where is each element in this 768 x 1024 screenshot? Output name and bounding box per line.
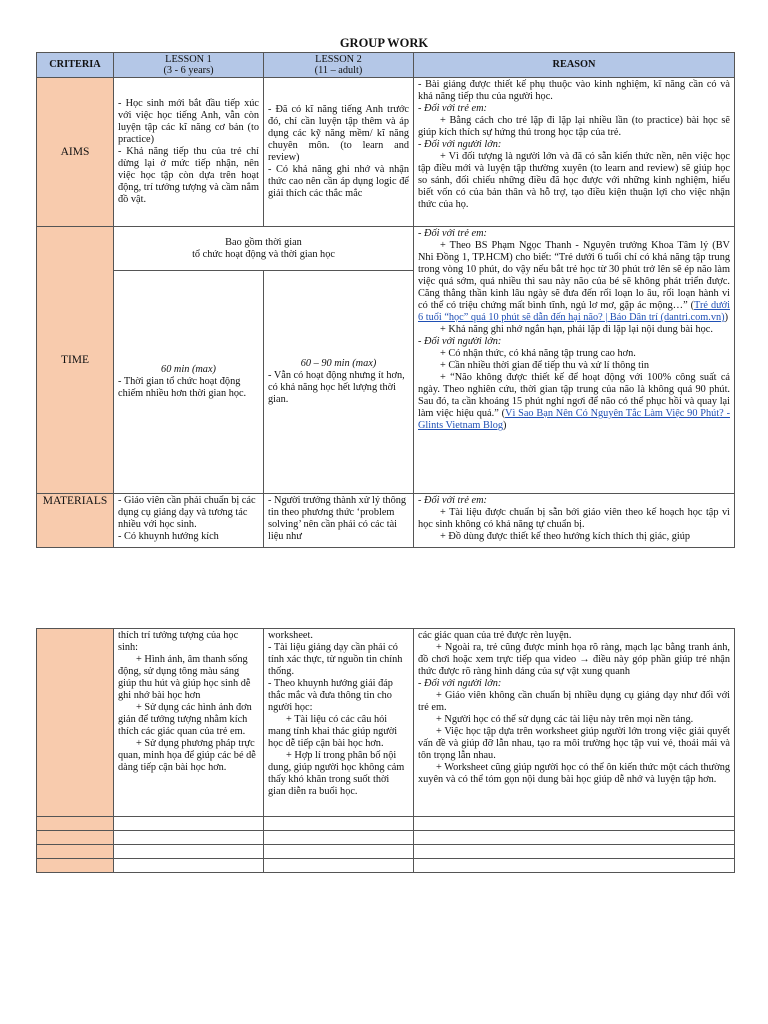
p2-lesson1-a: thích trí tưởng tượng của học sinh: [118, 630, 239, 653]
p2-lesson2-e: + Hợp lí trong phân bố nội dung, giúp người học không cảm thấy khó khăn trong suốt thời gian diễn ra buổi học. [268, 750, 405, 797]
empty-cell [264, 831, 414, 845]
criteria-materials: MATERIALS [37, 494, 114, 548]
time-reason-kids-head: - Đối với trẻ em: [418, 228, 487, 239]
criteria-materials-continued [37, 629, 114, 817]
materials-lesson1-continued [114, 629, 264, 817]
header-lesson1-age: (3 - 6 years) [163, 65, 214, 76]
p2-lesson2-a: worksheet. [268, 630, 313, 641]
time-merged-line1: Bao gồm thời gian [225, 236, 302, 248]
materials-lesson2 [264, 494, 414, 548]
empty-cell [414, 845, 735, 859]
p2-lesson2-d: + Tài liệu có các câu hỏi mang tính khai thác giúp người học dễ tiếp cận bài học hơn. [268, 714, 398, 749]
aims-lesson1-p2: - Khả năng tiếp thu của trẻ chỉ dừng lại ở mức tiếp nhận, nên việc học tập còn dựa trên hoạt động, trí tưởng tượng và cầm nắm đồ vật. [118, 146, 259, 205]
group-work-table [36, 52, 735, 548]
p2-reason-f: + Worksheet cũng giúp người học có thể ôn kiến thức một cách thường xuyên và có thể tóm gọn nội dung bài học giúp dễ nhớ và luyện tập hơn. [418, 762, 730, 785]
time-reason-kids-1-end: ) [724, 312, 729, 323]
p2-lesson1-c: + Sử dụng các hình ảnh đơn giản để tưởng tượng nhằm kích thích các giác quan của trẻ em. [118, 702, 252, 737]
aims-lesson2 [264, 78, 414, 227]
time-lesson1-text: - Thời gian tổ chức hoạt động chiếm nhiều hơn thời gian học. [118, 376, 247, 399]
empty-cell [414, 831, 735, 845]
empty-cell [264, 817, 414, 831]
aims-reason [414, 78, 735, 227]
p2-lesson1-b: + Hình ảnh, âm thanh sống động, sử dụng tông màu sáng giúp thu hút và giúp học sinh dễ ghi nhớ bài học hơn [118, 654, 251, 701]
materials-reason [414, 494, 735, 548]
document-title: GROUP WORK [339, 36, 429, 50]
empty-cell [264, 845, 414, 859]
empty-cell [114, 831, 264, 845]
time-reason-adults-3-text: + “Não không được thiết kế để hoạt động với 100% công suất cả ngày. Theo nghiên cứu, thời gian tập trung của não là không quá 90 phút. Sau đó, ta cần khoảng 15 phút nghỉ ngơi để não có thể phục hồi và quay lại làm việc hiệu quả.” ( [418, 372, 730, 419]
empty-cell [114, 859, 264, 873]
time-merged [114, 227, 414, 271]
empty-row-criteria [37, 817, 114, 831]
time-reason-adults-1: + Có nhận thức, có khả năng tập trung cao hơn. [440, 348, 636, 359]
aims-reason-adults-head: - Đối với người lớn: [418, 139, 502, 150]
aims-lesson1-p1: - Học sinh mới bắt đầu tiếp xúc với việc học tiếng Anh, vẫn còn luyện tập các kĩ năng cơ bản (to practice) [118, 98, 259, 145]
time-reason-kids-1 [418, 240, 730, 324]
materials-reason-kids-head: - Đối với trẻ em: [418, 495, 487, 506]
empty-cell [114, 817, 264, 831]
materials-reason-1: + Tài liệu được chuẩn bị sẵn bởi giáo viên theo kế hoạch học tập vì học sinh không có khả năng tự chuẩn bị. [418, 507, 730, 530]
time-reason-kids-2: + Khả năng ghi nhớ ngắn hạn, phải lặp đi lặp lại nội dung bài học. [440, 324, 713, 335]
header-criteria: CRITERIA [37, 53, 114, 78]
aims-reason-adults: + Vì đối tượng là người lớn và đã có sẵn kiến thức nền, nên việc học tập điều mới và luyện tập thường xuyên (to learn and review) sẽ giúp học so sánh, đối chiếu những điều đã học được với những kinh nghiệm, hiểu biết vốn có của bản thân và hỗ trợ, tạo điều kiện thuận lợi cho việc nhận thức của họ. [418, 151, 730, 210]
time-merged-line2: tổ chức hoạt động và thời gian học [192, 248, 335, 260]
criteria-aims: AIMS [37, 78, 114, 227]
empty-cell [414, 817, 735, 831]
dantri-link[interactable]: Trẻ dưới 6 tuổi “học” quá 10 phút sẽ dẫn đến hại não? | Báo Dân trí (dantri.com.vn) [418, 300, 730, 323]
time-reason-adults-3-end: ) [503, 420, 507, 431]
p2-lesson2-c: - Theo khuynh hướng giải đáp thắc mắc và đưa thông tin cho người học: [268, 678, 393, 713]
empty-row-criteria [37, 859, 114, 873]
header-lesson2-title: LESSON 2 [315, 54, 362, 65]
aims-lesson2-p1: - Đã có kĩ năng tiếng Anh trước đó, chỉ cần luyện tập thêm và áp dụng các kỹ năng mềm/ kĩ năng chuyên môn. (to learn and review) [268, 104, 409, 163]
time-reason-kids-1-text: + Theo BS Phạm Ngọc Thanh - Nguyên trưởng Khoa Tâm lý (BV Nhi Đồng 1, TP.HCM) cho biết: “Trẻ dưới 6 tuổi chỉ có khả năng tập trung trong vòng 10 phút, do vậy nếu bắt trẻ học từ 30 phút trở lên sẽ ép não làm việc quá sớm, quá nhiều thì sau này não của bé sẽ không phát triển được. Căng thẳng thần kinh lâu ngày sẽ đưa đến rối loạn lo âu, rối loạn hành vi có thể có triệu chứng mất bình tĩnh, ngủ lơ mơ, gặp ác mộng…” ( [418, 240, 730, 311]
group-work-table-continued [36, 628, 735, 873]
empty-row-criteria [37, 831, 114, 845]
empty-cell [114, 845, 264, 859]
time-lesson2 [264, 271, 414, 494]
header-lesson2 [264, 53, 414, 78]
header-lesson1 [114, 53, 264, 78]
time-reason-adults-head: - Đối với người lớn: [418, 336, 502, 347]
materials-reason-continued [414, 629, 735, 817]
materials-reason-2: + Đồ dùng được thiết kế theo hướng kích thích thị giác, giúp [440, 531, 691, 542]
aims-lesson2-p2: - Có khả năng ghi nhớ và nhận thức cao nên cần áp dụng logic để giải thích các thắc mắc [268, 164, 409, 199]
p2-lesson2-b: - Tài liệu giảng dạy cần phải có tính xác thực, từ nguồn tin chính thống. [268, 642, 403, 677]
empty-cell [414, 859, 735, 873]
time-reason [414, 227, 735, 494]
p2-reason-b: + Ngoài ra, trẻ cũng được minh họa rõ ràng, mạch lạc bằng tranh ảnh, đồ chơi hoặc xem trực tiếp qua video → điều này góp phần giúp trẻ nhận thức được rõ ràng hình dáng của sự vật xung quanh [418, 642, 730, 677]
materials-lesson1-p1: - Giáo viên cần phải chuẩn bị các dụng cụ giảng dạy và tương tác nhiều với học sinh. [118, 495, 256, 530]
glints-link[interactable]: Vì Sao Bạn Nên Có Nguyên Tắc Làm Việc 90 Phút? - Glints Vietnam Blog [418, 408, 730, 431]
time-lesson2-text: - Vẫn có hoạt động nhưng ít hơn, có khả năng học hết lượng thời gian. [268, 370, 405, 405]
header-lesson1-title: LESSON 1 [165, 54, 212, 65]
materials-lesson1-p2: - Có khuynh hướng kích [118, 531, 219, 542]
criteria-time: TIME [37, 227, 114, 494]
p2-reason-c: + Giáo viên không cần chuẩn bị nhiều dụng cụ giảng dạy như đối với trẻ em. [418, 690, 730, 713]
time-reason-adults-2: + Cần nhiều thời gian để tiếp thu và xử lí thông tin [440, 360, 650, 371]
time-lesson1 [114, 271, 264, 494]
p2-reason-e: + Việc học tập dựa trên worksheet giúp người lớn trong việc giải quyết vấn đề và giúp đỡ lẫn nhau, tạo ra môi trường học tập vui vẻ, thoải mái và tôn trọng lẫn nhau. [418, 726, 730, 761]
p2-lesson1-d: + Sử dụng phương pháp trực quan, minh họa để giúp các bé dễ dàng tiếp cận bài học hơn. [118, 738, 256, 773]
materials-lesson2-p1: - Người trưởng thành xử lý thông tin theo phương thức ‘problem solving’ nên cần phải có các tài liệu như [268, 495, 407, 542]
header-reason: REASON [414, 53, 735, 78]
p2-reason-a: các giác quan của trẻ được rèn luyện. [418, 630, 572, 641]
aims-lesson1 [114, 78, 264, 227]
empty-row-criteria [37, 845, 114, 859]
header-lesson2-age: (11 – adult) [314, 65, 363, 76]
materials-lesson2-continued [264, 629, 414, 817]
time-reason-adults-3 [418, 372, 730, 432]
aims-reason-intro: - Bài giảng được thiết kế phụ thuộc vào kinh nghiệm, kĩ năng cần có và khả năng tiếp thu của người học. [418, 79, 730, 102]
materials-lesson1 [114, 494, 264, 548]
aims-reason-kids-head: - Đối với trẻ em: [418, 103, 487, 114]
aims-reason-kids: + Bằng cách cho trẻ lặp đi lặp lại nhiều lần (to practice) bài học sẽ giúp kích thích sự hứng thú trong học tập của trẻ. [418, 115, 730, 138]
time-lesson1-duration: 60 min (max) [161, 364, 216, 375]
empty-cell [264, 859, 414, 873]
p2-reason-adults-head: - Đối với người lớn: [418, 678, 502, 689]
time-lesson2-duration: 60 – 90 min (max) [300, 358, 377, 369]
p2-reason-d: + Người học có thể sử dụng các tài liệu này trên mọi nền tảng. [436, 714, 694, 725]
